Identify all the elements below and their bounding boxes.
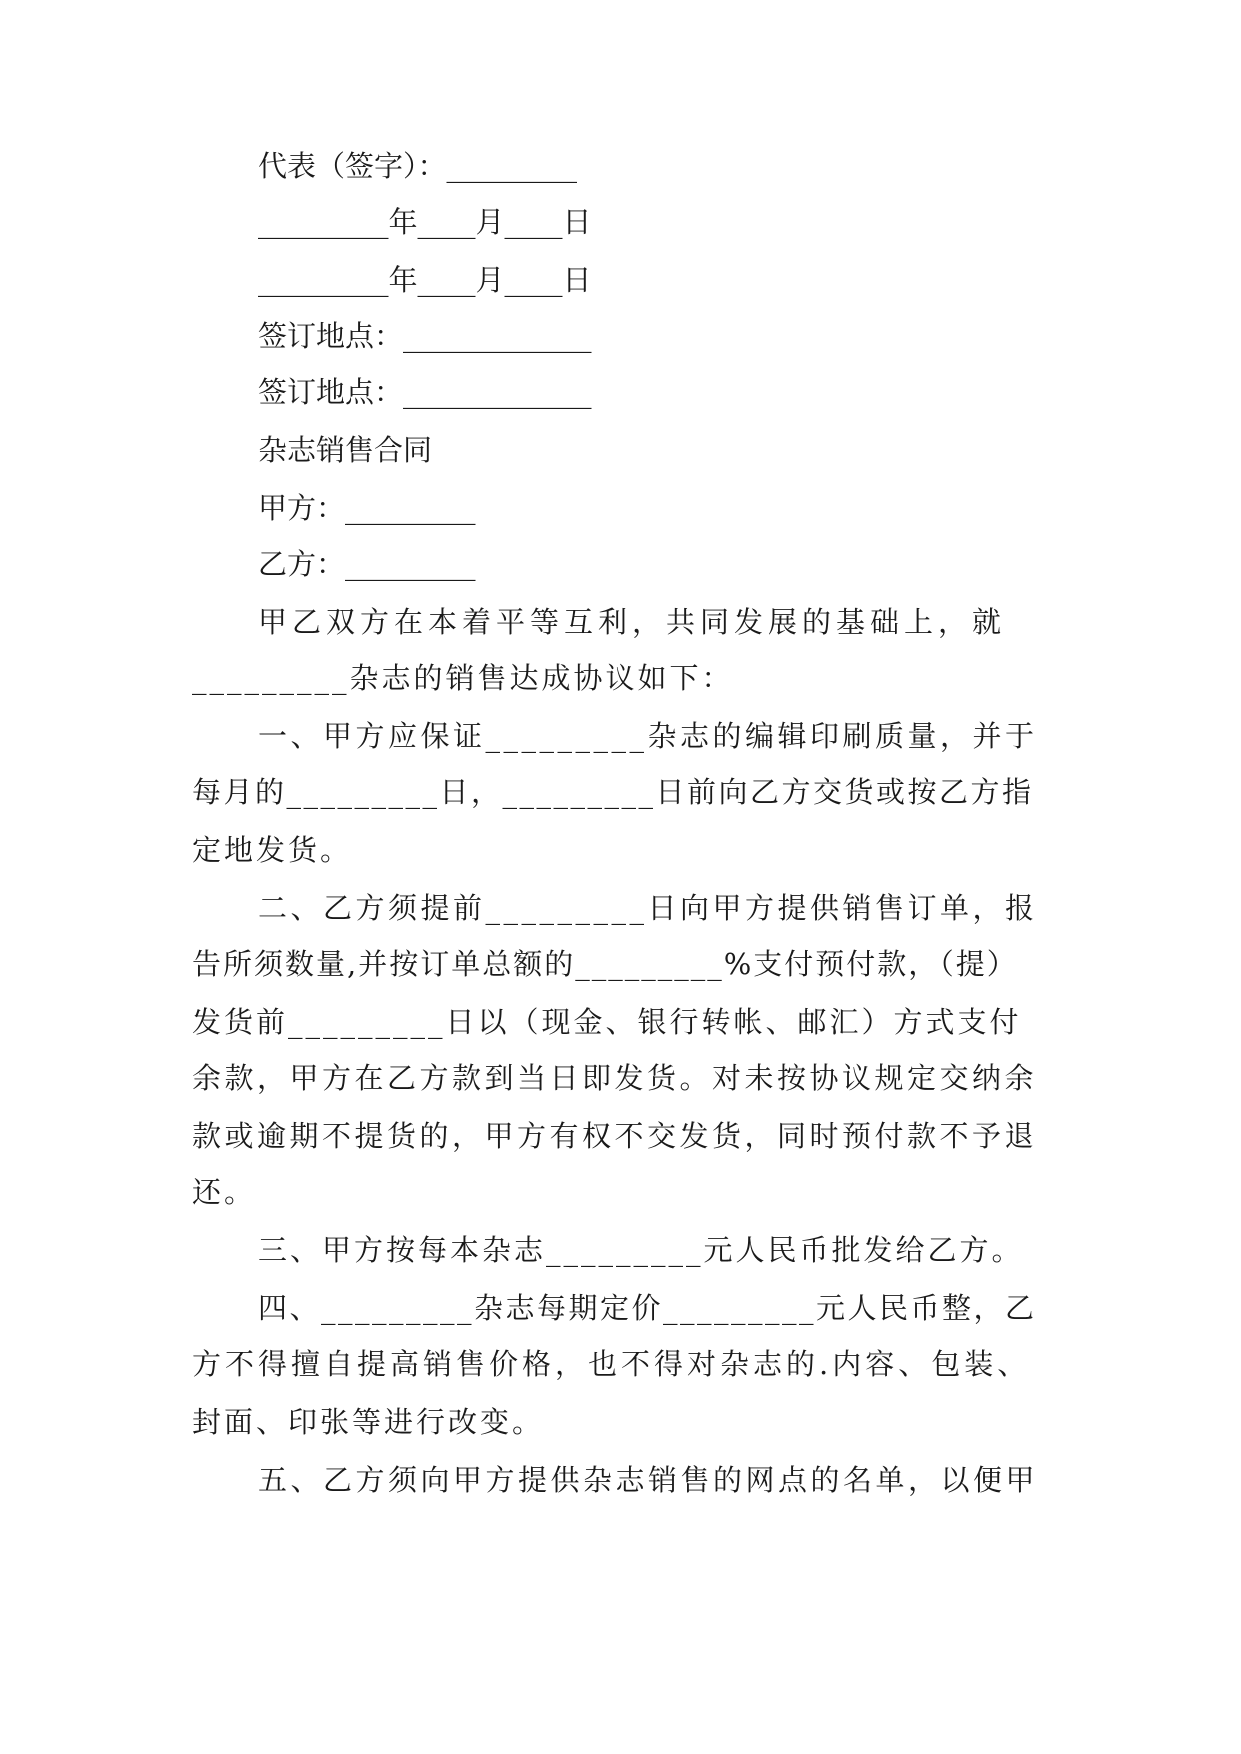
clause-3-line-1: 三、甲方按每本杂志_________元人民币批发给乙方。 <box>258 1233 1024 1267</box>
date-line-1: _________年____月____日 <box>258 205 592 239</box>
clause-2-line-2: 告所须数量,并按订单总额的_________%支付预付款，（提） <box>192 947 1018 981</box>
party-b-line: 乙方：_________ <box>258 547 476 581</box>
clause-1-line-1: 一、甲方应保证_________杂志的编辑印刷质量，并于 <box>258 719 1038 753</box>
clause-2-line-5: 款或逾期不提货的，甲方有权不交发货，同时预付款不予退 <box>192 1119 1038 1153</box>
signing-place-line-2: 签订地点：_____________ <box>258 375 592 409</box>
intro-paragraph-line-1: 甲乙双方在本着平等互利，共同发展的基础上，就 <box>258 605 1007 639</box>
clause-4-line-1: 四、_________杂志每期定价_________元人民币整，乙 <box>258 1291 1037 1325</box>
signing-place-line-1: 签订地点：_____________ <box>258 319 592 353</box>
clause-2-line-6: 还。 <box>192 1175 257 1209</box>
clause-2-line-1: 二、乙方须提前_________日向甲方提供销售订单，报 <box>258 891 1038 925</box>
contract-title: 杂志销售合同 <box>258 433 433 467</box>
clause-4-line-3: 封面、印张等进行改变。 <box>192 1405 545 1439</box>
intro-paragraph-line-2: _________杂志的销售达成协议如下： <box>192 661 734 695</box>
representative-signature-line: 代表（签字）：_________ <box>258 149 578 183</box>
date-line-2: _________年____月____日 <box>258 263 592 297</box>
clause-1-line-3: 定地发货。 <box>192 833 353 867</box>
clause-4-line-2: 方不得擅自提高销售价格，也不得对杂志的.内容、包装、 <box>192 1347 1031 1381</box>
clause-2-line-3: 发货前_________日以（现金、银行转帐、邮汇）方式支付 <box>192 1005 1022 1039</box>
clause-2-line-4: 余款，甲方在乙方款到当日即发货。对未按协议规定交纳余 <box>192 1061 1038 1095</box>
clause-1-line-2: 每月的_________日，_________日前向乙方交货或按乙方指 <box>192 775 1034 809</box>
party-a-line: 甲方：_________ <box>258 491 476 525</box>
clause-5-line-1: 五、乙方须向甲方提供杂志销售的网点的名单，以便甲 <box>258 1463 1039 1497</box>
